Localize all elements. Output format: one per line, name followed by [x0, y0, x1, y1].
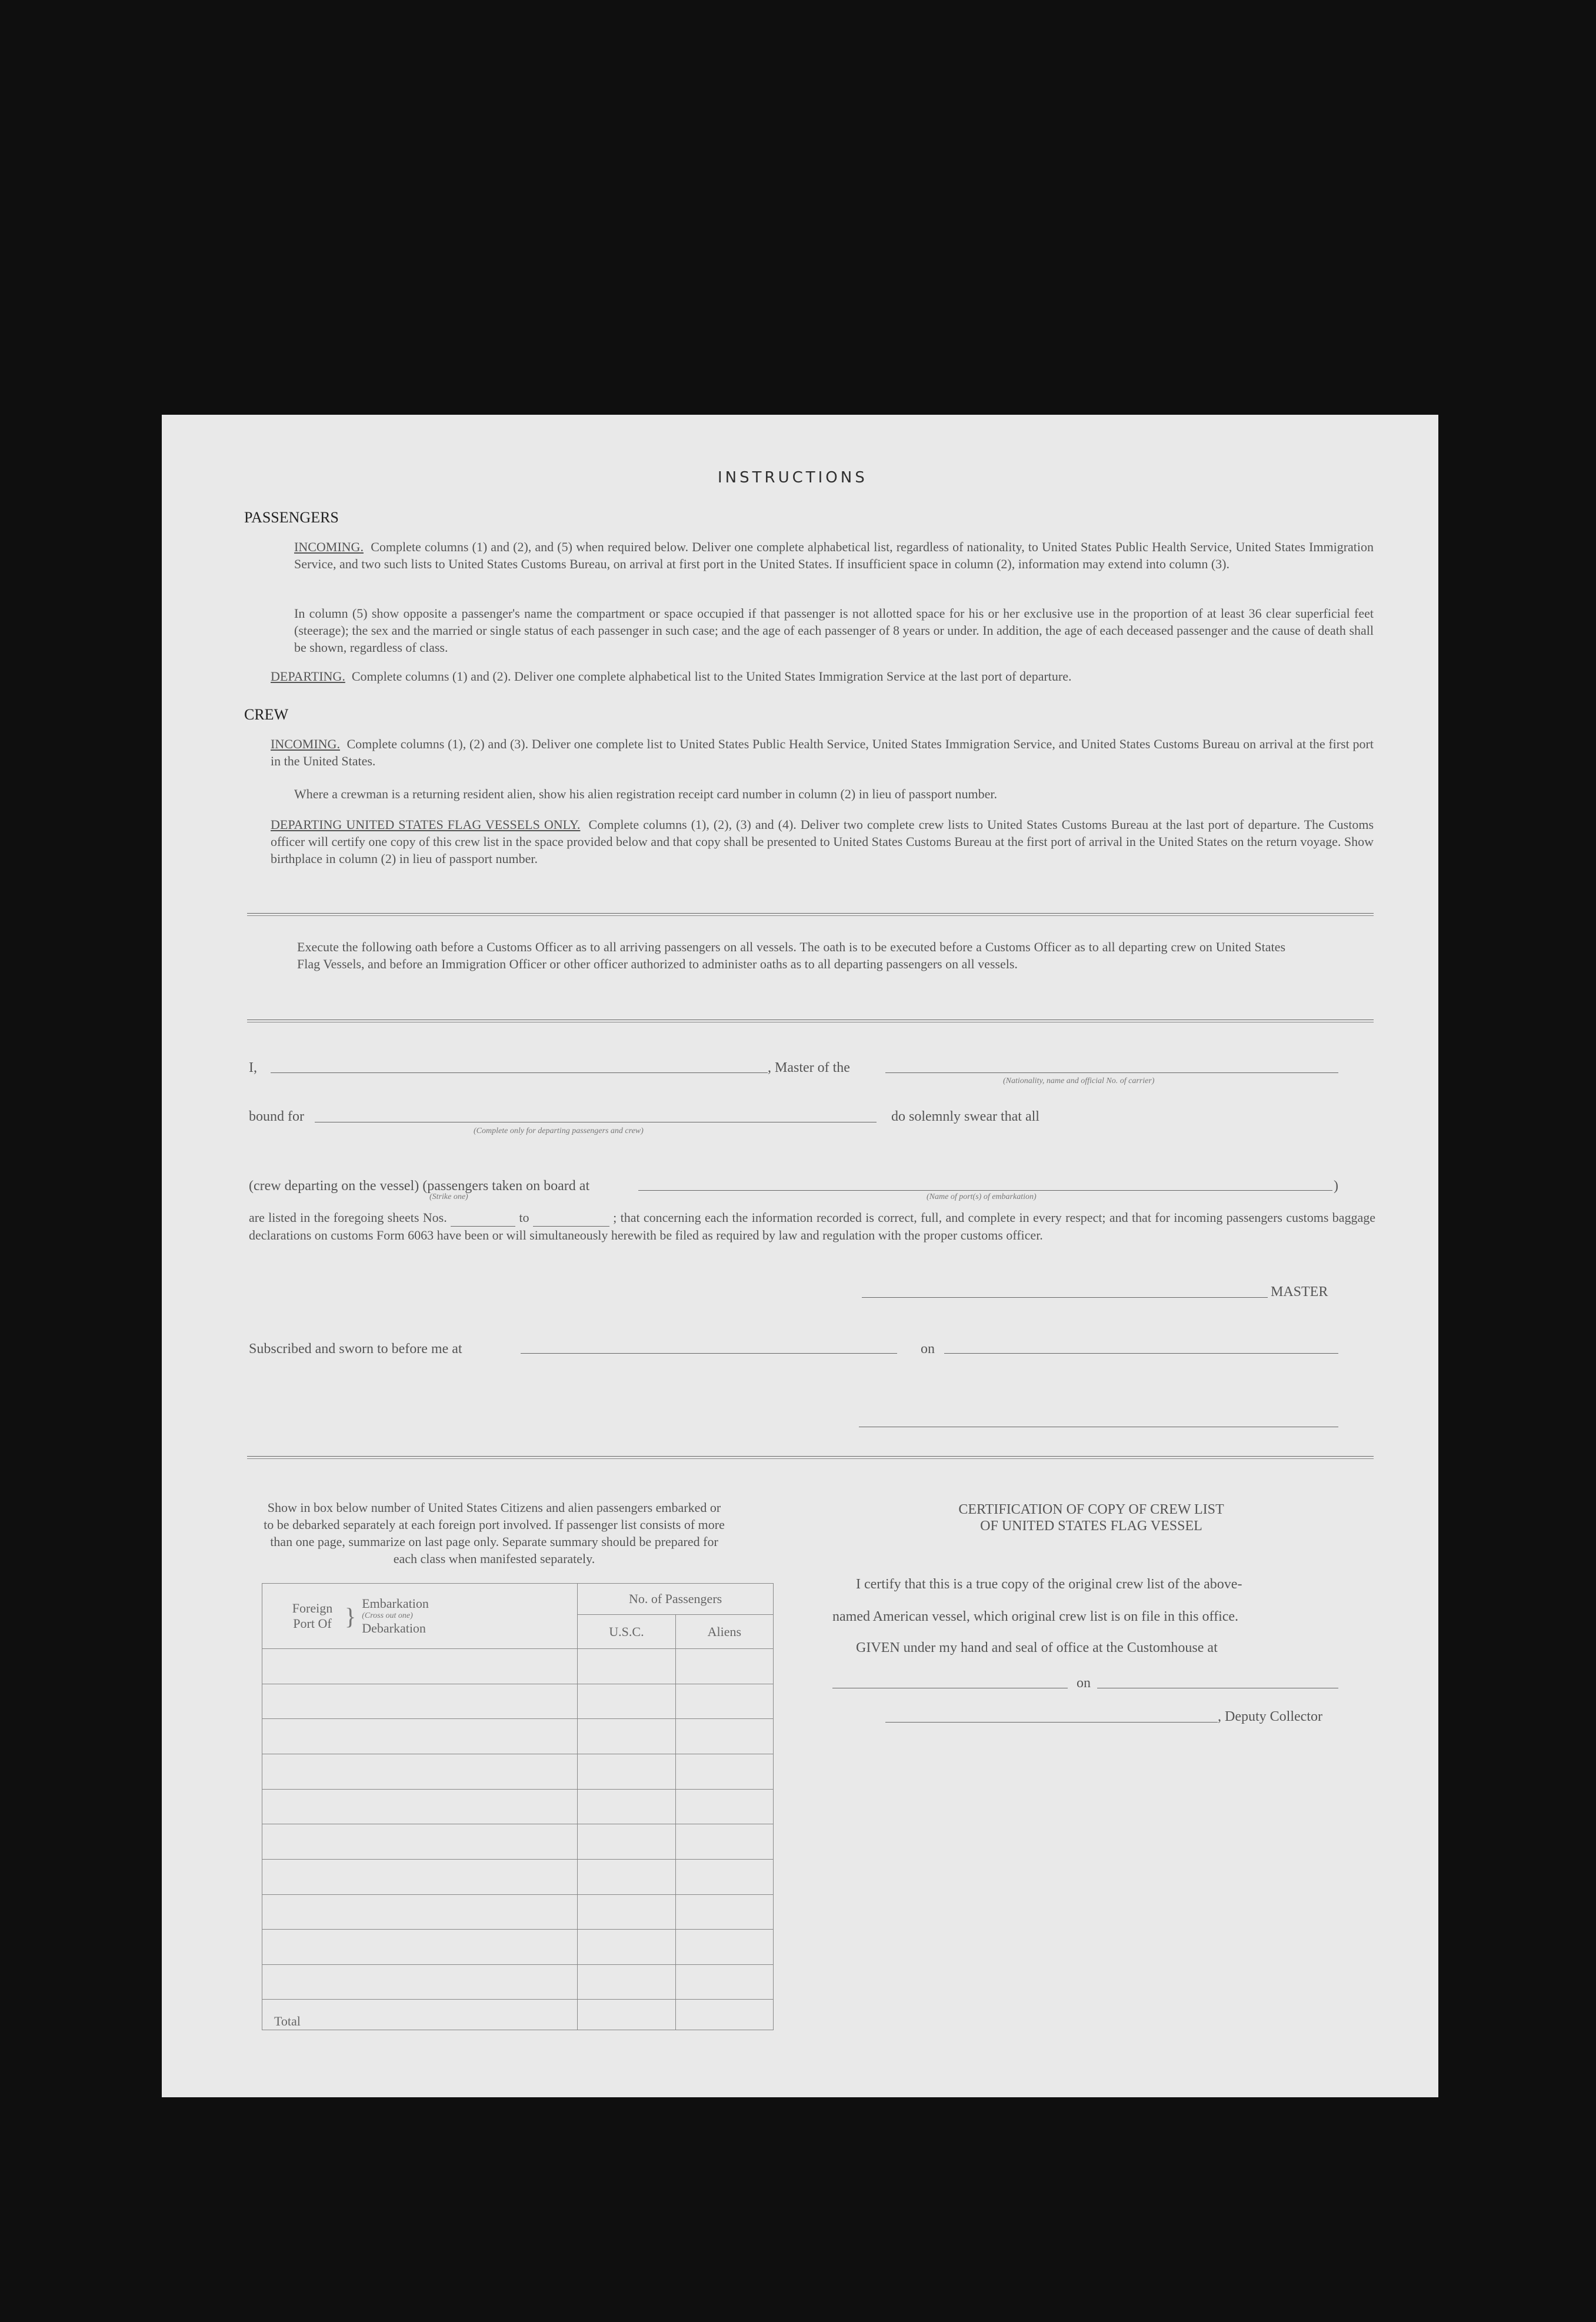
swear-label: do solemnly swear that all [891, 1109, 1039, 1124]
listed-statement [249, 1209, 1375, 1244]
listed-prefix: are listed in the foregoing sheets Nos. [249, 1210, 447, 1225]
ports-table [262, 1583, 774, 2030]
aliens-cell[interactable] [675, 1719, 773, 1754]
aliens-header: Aliens [675, 1615, 773, 1649]
certification-line-2: named American vessel, which original crew list is on file in this office. [832, 1609, 1239, 1624]
subscribed-label: Subscribed and sworn to before me at [249, 1341, 462, 1357]
port-cell[interactable] [262, 1824, 578, 1860]
deputy-collector-label: , Deputy Collector [1218, 1709, 1322, 1724]
summary-instructions: Show in box below number of United States Citizens and alien passengers embarked or to be debarked separately at each foreign port involved. If passenger list consists of more than one page, summarize on last page only. Separate summary should be prepared for each class when manifested separately. [264, 1500, 725, 1566]
divider [247, 1020, 1374, 1022]
usc-cell[interactable] [578, 1930, 675, 1965]
crew-incoming [271, 735, 1374, 769]
crew-incoming-text: Complete columns (1), (2) and (3). Deliver one complete list to United States Public Health Service, United States Immigration Service, and United States Customs Bureau on arrival at the first port in the United States. [271, 737, 1374, 768]
port-cell[interactable] [262, 1789, 578, 1824]
master-signature-field[interactable] [862, 1297, 1268, 1298]
aliens-cell[interactable] [675, 1684, 773, 1719]
crew-departing-text: Complete columns (1), (2), (3) and (4). Deliver two complete crew lists to United States Customs Bureau at the last port of departure. The Customs officer will certify one copy of this crew list in the space provided below and that copy shall be presented to United States Customs Bureau at the first port of arrival in the United States on the return voyage. Show birthplace in column (2) in lieu of passport number. [271, 817, 1374, 866]
aliens-total-cell[interactable] [675, 2000, 773, 2030]
usc-cell[interactable] [578, 1649, 675, 1684]
page-title: INSTRUCTIONS [718, 469, 868, 487]
subscribed-on-label: on [921, 1341, 935, 1357]
listed-rest: ; that concerning each the information recorded is correct, full, and complete in every respect; and that for incoming passengers customs baggage declarations on customs Form 6063 have been or will simultaneously herewith be filed as required by law and regulation with the proper customs officer. [249, 1210, 1376, 1242]
aliens-cell[interactable] [675, 1754, 773, 1789]
usc-cell[interactable] [578, 1684, 675, 1719]
port-cell[interactable] [262, 1894, 578, 1930]
port-cell[interactable] [262, 1684, 578, 1719]
embarkation-port-field[interactable] [638, 1190, 1332, 1191]
carrier-field[interactable] [885, 1072, 1338, 1073]
oath-i-label: I, [249, 1060, 257, 1075]
divider [247, 1456, 1374, 1459]
departing-text: Complete columns (1) and (2). Deliver one complete alphabetical list to the United States Immigration Service at the last port of departure. [351, 669, 1072, 684]
debarkation-label: Debarkation [362, 1621, 426, 1636]
incoming-label: INCOMING. [294, 539, 364, 554]
aliens-cell[interactable] [675, 1649, 773, 1684]
port-cell[interactable] [262, 1859, 578, 1894]
master-of-label: , Master of the [768, 1060, 850, 1075]
certification-line-3: GIVEN under my hand and seal of office at the Customhouse at [856, 1640, 1218, 1655]
crew-departing-label-oath: (crew departing on the vessel) (passengers taken on board at [249, 1178, 590, 1194]
to-label: to [519, 1210, 529, 1225]
usc-cell[interactable] [578, 1859, 675, 1894]
usc-cell[interactable] [578, 1789, 675, 1824]
close-paren: ) [1334, 1178, 1338, 1194]
usc-cell[interactable] [578, 1894, 675, 1930]
certification-on-label: on [1077, 1675, 1091, 1691]
aliens-cell[interactable] [675, 1964, 773, 2000]
master-label: MASTER [1271, 1284, 1328, 1300]
port-label: Foreign Port Of [292, 1601, 333, 1631]
incoming-text: Complete columns (1) and (2), and (5) when required below. Deliver one complete alphabetical list, regardless of nationality, to United States Public Health Service, United States Immigration Service, and two such lists to United States Customs Bureau, on arrival at first port in the United States. If insufficient space in column (2), information may extend into column (3). [294, 539, 1374, 571]
crew-departing-label: DEPARTING UNITED STATES FLAG VESSELS ONLY. [271, 817, 581, 832]
usc-cell[interactable] [578, 1719, 675, 1754]
aliens-cell[interactable] [675, 1824, 773, 1860]
port-cell[interactable] [262, 1719, 578, 1754]
aliens-cell[interactable] [675, 1894, 773, 1930]
master-name-field[interactable] [271, 1072, 768, 1073]
crew-heading: CREW [244, 706, 289, 723]
port-cell[interactable] [262, 1754, 578, 1789]
sheet-from-field[interactable] [451, 1209, 515, 1227]
aliens-cell[interactable] [675, 1789, 773, 1824]
divider [247, 913, 1374, 916]
certification-title-2: OF UNITED STATES FLAG VESSEL [980, 1518, 1202, 1534]
subscribed-place-field[interactable] [521, 1353, 897, 1354]
port-cell[interactable] [262, 1649, 578, 1684]
certification-title-1: CERTIFICATION OF COPY OF CREW LIST [958, 1502, 1224, 1517]
port-cell[interactable] [262, 1930, 578, 1965]
usc-cell[interactable] [578, 1964, 675, 2000]
passengers-heading: PASSENGERS [244, 509, 339, 526]
deputy-signature-field[interactable] [885, 1722, 1218, 1723]
oath-intro: Execute the following oath before a Customs Officer as to all arriving passengers on all vessels. The oath is to be executed before a Customs Officer as to all departing crew on United States Flag Vessels, and before an Immigration Officer or other officer authorized to administer oaths as to all departing passengers on all vessels. [297, 940, 1285, 971]
port-cell[interactable] [262, 1964, 578, 2000]
instruction-sheet [162, 415, 1438, 2097]
port-header: Foreign Port Of } Embarkation (Cross out one) Debarkation [262, 1584, 578, 1649]
bound-for-caption: (Complete only for departing passengers and crew) [474, 1127, 644, 1135]
certification-line-1: I certify that this is a true copy of the original crew list of the above- [856, 1577, 1242, 1592]
passengers-incoming [294, 538, 1374, 572]
bound-for-label: bound for [249, 1109, 304, 1124]
usc-cell[interactable] [578, 1754, 675, 1789]
crew-resident: Where a crewman is a returning resident alien, show his alien registration receipt card number in column (2) in lieu of passport number. [294, 787, 997, 801]
strike-one-caption: (Strike one) [429, 1192, 468, 1201]
passengers-column5: In column (5) show opposite a passenger's name the compartment or space occupied if that passenger is not allotted space for his or her exclusive use in the proportion of at least 36 clear superficial feet (steerage); the sex and the married or single status of each passenger in such case; and the age of each passenger of 8 years or under. In addition, the age of each deceased passenger and the cause of death shall be shown, regardless of class. [294, 606, 1374, 655]
usc-total-cell[interactable] [578, 2000, 675, 2030]
aliens-cell[interactable] [675, 1930, 773, 1965]
total-label: Total [262, 2000, 578, 2030]
sheet-to-field[interactable] [533, 1209, 609, 1227]
usc-cell[interactable] [578, 1824, 675, 1860]
crew-incoming-label: INCOMING. [271, 737, 340, 751]
subscribed-date-field[interactable] [944, 1353, 1338, 1354]
usc-header: U.S.C. [578, 1615, 675, 1649]
cross-out-label: (Cross out one) [362, 1611, 413, 1621]
carrier-caption: (Nationality, name and official No. of carrier) [1003, 1077, 1155, 1085]
passengers-count-header: No. of Passengers [578, 1584, 774, 1615]
aliens-cell[interactable] [675, 1859, 773, 1894]
embarkation-caption: (Name of port(s) of embarkation) [927, 1192, 1037, 1201]
embarkation-label: Embarkation [362, 1596, 429, 1611]
departing-label: DEPARTING. [271, 669, 345, 684]
crew-departing [271, 816, 1374, 867]
passengers-departing [271, 668, 1374, 685]
